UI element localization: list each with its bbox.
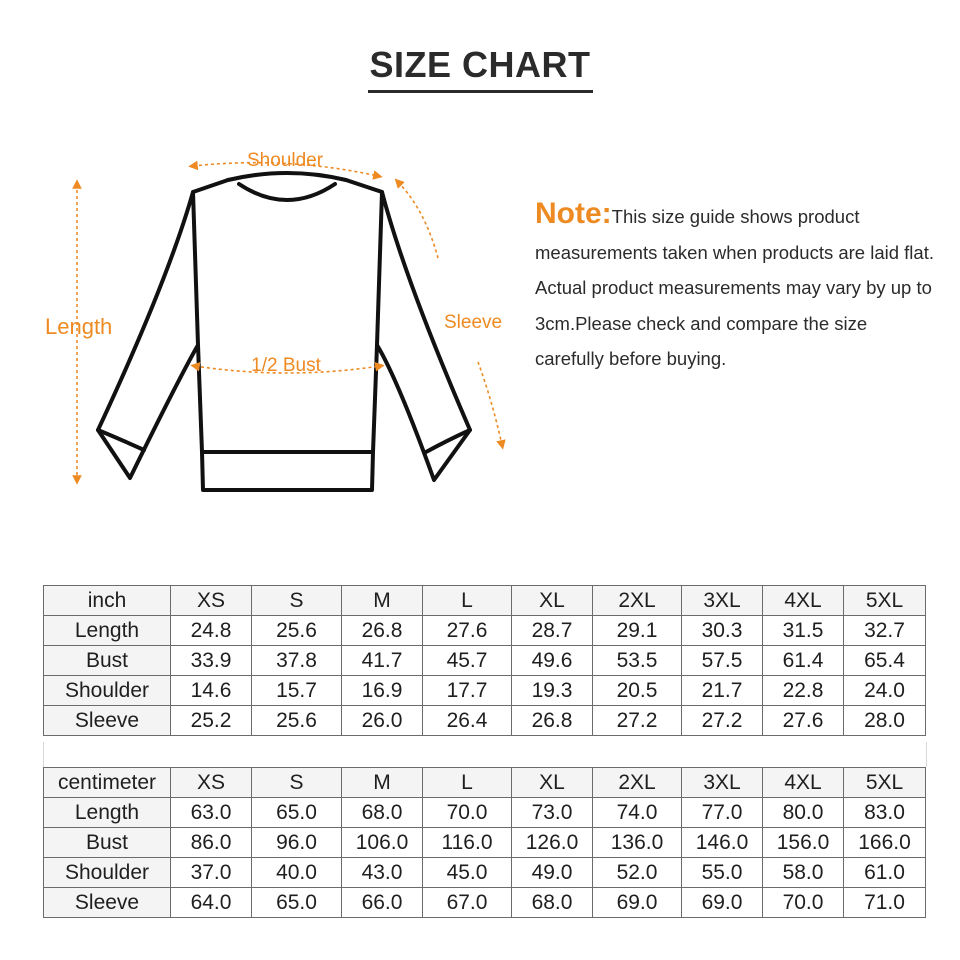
value-cell: 49.0 [512,858,593,888]
value-cell: 66.0 [342,888,423,918]
size-header-cell: 4XL [763,586,844,616]
value-cell: 26.8 [342,616,423,646]
value-cell: 26.8 [512,706,593,736]
size-header-cell: XL [512,586,593,616]
value-cell: 32.7 [844,616,926,646]
value-cell: 21.7 [682,676,763,706]
value-cell: 116.0 [423,828,512,858]
value-cell: 73.0 [512,798,593,828]
value-cell: 14.6 [171,676,252,706]
value-cell: 27.2 [682,706,763,736]
value-cell: 31.5 [763,616,844,646]
value-cell: 20.5 [593,676,682,706]
value-cell: 45.7 [423,646,512,676]
row-label-cell: Sleeve [44,888,171,918]
value-cell: 33.9 [171,646,252,676]
value-cell: 166.0 [844,828,926,858]
row-label-cell: Shoulder [44,858,171,888]
value-cell: 22.8 [763,676,844,706]
value-cell: 43.0 [342,858,423,888]
value-cell: 68.0 [342,798,423,828]
value-cell: 86.0 [171,828,252,858]
table-header-row [44,768,926,798]
value-cell: 29.1 [593,616,682,646]
value-cell: 25.2 [171,706,252,736]
row-label-cell: Length [44,798,171,828]
size-header-cell: 2XL [593,586,682,616]
row-label-cell: Length [44,616,171,646]
sweater-outline [98,173,470,490]
table-row [44,676,926,706]
value-cell: 15.7 [252,676,342,706]
size-header-cell: L [423,586,512,616]
size-header-cell: 5XL [844,768,926,798]
table-header-row [44,586,926,616]
value-cell: 68.0 [512,888,593,918]
row-label-cell: Shoulder [44,676,171,706]
row-label-cell: Bust [44,828,171,858]
value-cell: 70.0 [423,798,512,828]
value-cell: 65.4 [844,646,926,676]
size-header-cell: XS [171,586,252,616]
value-cell: 61.4 [763,646,844,676]
value-cell: 67.0 [423,888,512,918]
size-header-cell: XL [512,768,593,798]
value-cell: 49.6 [512,646,593,676]
table-gap [43,742,927,767]
shoulder-label: Shoulder [246,150,324,171]
value-cell: 126.0 [512,828,593,858]
note-text: This size guide shows product measurements taken when products are laid flat. Actual product measurements may vary by up to 3cm.Please check and compare the size carefully before buying. [535,206,934,369]
value-cell: 69.0 [682,888,763,918]
bust-label: 1/2 Bust [251,355,321,376]
value-cell: 37.8 [252,646,342,676]
value-cell: 58.0 [763,858,844,888]
value-cell: 77.0 [682,798,763,828]
value-cell: 61.0 [844,858,926,888]
value-cell: 83.0 [844,798,926,828]
table-row [44,646,926,676]
value-cell: 24.0 [844,676,926,706]
value-cell: 52.0 [593,858,682,888]
value-cell: 65.0 [252,798,342,828]
value-cell: 136.0 [593,828,682,858]
note-label: Note: [535,197,612,230]
value-cell: 71.0 [844,888,926,918]
sleeve-arrow-top [398,182,438,258]
length-label: Length [45,314,113,339]
value-cell: 27.2 [593,706,682,736]
value-cell: 146.0 [682,828,763,858]
sleeve-arrow-bottom [478,362,502,445]
value-cell: 24.8 [171,616,252,646]
value-cell: 37.0 [171,858,252,888]
value-cell: 25.6 [252,616,342,646]
unit-header-cell: inch [44,586,171,616]
value-cell: 28.7 [512,616,593,646]
size-header-cell: L [423,768,512,798]
size-header-cell: S [252,768,342,798]
value-cell: 74.0 [593,798,682,828]
value-cell: 19.3 [512,676,593,706]
value-cell: 27.6 [763,706,844,736]
value-cell: 65.0 [252,888,342,918]
size-header-cell: 3XL [682,768,763,798]
size-header-cell: XS [171,768,252,798]
table-row [44,858,926,888]
unit-header-cell: centimeter [44,768,171,798]
value-cell: 106.0 [342,828,423,858]
sleeve-label: Sleeve [444,312,503,333]
value-cell: 27.6 [423,616,512,646]
table-row [44,888,926,918]
value-cell: 64.0 [171,888,252,918]
sweater-measurement-diagram [30,140,530,500]
row-label-cell: Bust [44,646,171,676]
value-cell: 57.5 [682,646,763,676]
value-cell: 53.5 [593,646,682,676]
size-table-centimeter [43,767,926,918]
title-text: SIZE CHART [368,44,593,93]
table-row [44,828,926,858]
value-cell: 69.0 [593,888,682,918]
body-outline [193,180,382,490]
value-cell: 80.0 [763,798,844,828]
table-row [44,616,926,646]
value-cell: 55.0 [682,858,763,888]
page-title [0,44,960,93]
value-cell: 26.0 [342,706,423,736]
value-cell: 26.4 [423,706,512,736]
value-cell: 28.0 [844,706,926,736]
value-cell: 156.0 [763,828,844,858]
value-cell: 40.0 [252,858,342,888]
size-header-cell: M [342,586,423,616]
value-cell: 70.0 [763,888,844,918]
value-cell: 41.7 [342,646,423,676]
neckline-inner [239,184,335,200]
table-row [44,706,926,736]
size-header-cell: 3XL [682,586,763,616]
value-cell: 63.0 [171,798,252,828]
row-label-cell: Sleeve [44,706,171,736]
size-header-cell: 4XL [763,768,844,798]
neckline-outer [228,173,346,180]
size-table-inch [43,585,926,736]
value-cell: 17.7 [423,676,512,706]
sweater-illustration [30,140,530,500]
value-cell: 30.3 [682,616,763,646]
value-cell: 25.6 [252,706,342,736]
size-header-cell: 5XL [844,586,926,616]
value-cell: 96.0 [252,828,342,858]
size-header-cell: 2XL [593,768,682,798]
size-header-cell: S [252,586,342,616]
value-cell: 16.9 [342,676,423,706]
note-paragraph [535,196,935,377]
table-row [44,798,926,828]
value-cell: 45.0 [423,858,512,888]
size-header-cell: M [342,768,423,798]
